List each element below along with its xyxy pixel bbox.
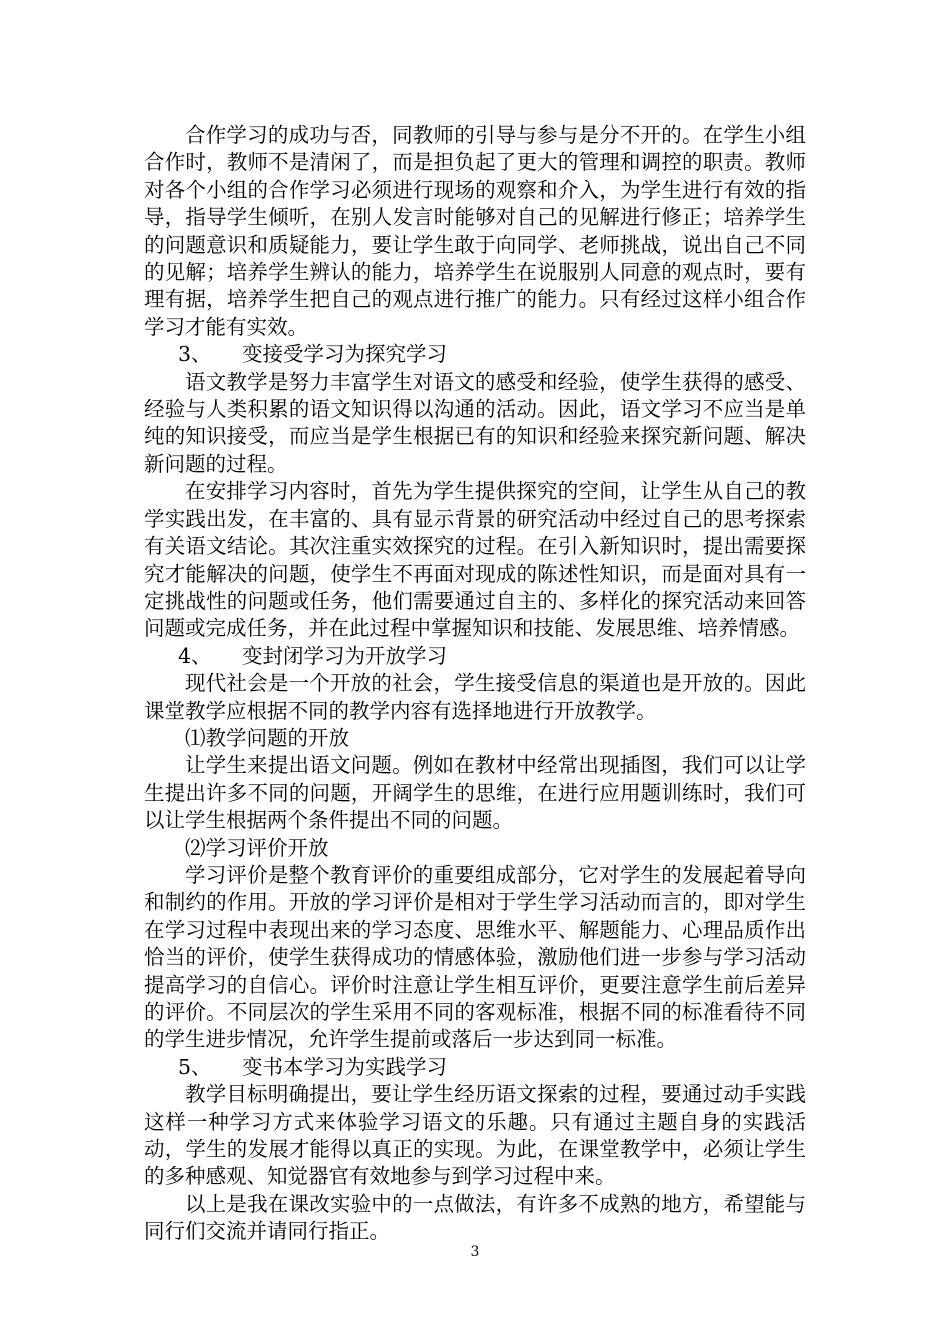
paragraph: 学习评价是整个教育评价的重要组成部分，它对学生的发展起着导向和制约的作用。开放的学习评价是相对于学生学习活动而言的，即对学生在学习过程中表现出来的学习态度、思维水平、解题能力、心理品质作出恰当的评价，使学生获得成功的情感体验，激励他们进一步参与学习活动提高学习的自信心。评价时注意让学生相互评价，更要注意学生前后差异的评价。不同层次的学生采用不同的客观标准，根据不同的标准看待不同的学生进步情况，允许学生提前或落后一步达到同一标准。 [144,862,806,1052]
section-title: 变接受学习为探究学习 [242,342,447,367]
paragraph: 语文教学是努力丰富学生对语文的感受和经验，使学生获得的感受、经验与人类积累的语文知识得以沟通的活动。因此，语文学习不应当是单纯的知识接受，而应当是学生根据已有的知识和经验来探究新问题、解决新问题的过程。 [144,369,806,476]
section-heading [144,341,806,368]
paragraph: 在安排学习内容时，首先为学生提供探究的空间，让学生从自己的教学实践出发，在丰富的、具有显示背景的研究活动中经过自己的思考探索有关语文结论。其次注重实效探究的过程。在引入新知识时，提出需要探究才能解决的问题，使学生不再面对现成的陈述性知识，而是面对具有一定挑战性的问题或任务，他们需要通过自主的、多样化的探究活动来回答问题或完成任务，并在此过程中掌握知识和技能、发展思维、培养情感。 [144,479,806,641]
section-title: 变书本学习为实践学习 [242,1054,447,1079]
paragraph: 现代社会是一个开放的社会，学生接受信息的渠道也是开放的。因此课堂教学应根据不同的教学内容有选择地进行开放教学。 [144,671,806,723]
document-body [144,122,806,1246]
paragraph: 合作学习的成功与否，同教师的引导与参与是分不开的。在学生小组合作时，教师不是清闲了，而是担负起了更大的管理和调控的职责。教师对各个小组的合作学习必须进行现场的观察和介入，为学生进行有效的指导，指导学生倾听，在别人发言时能够对自己的见解进行修正；培养学生的问题意识和质疑能力，要让学生敢于向同学、老师挑战，说出自己不同的见解；培养学生辨认的能力，培养学生在说服别人同意的观点时，要有理有据，培养学生把自己的观点进行推广的能力。只有经过这样小组合作学习才能有实效。 [144,123,806,339]
section-title: 变封闭学习为开放学习 [242,643,447,668]
section-number: 3、 [178,342,212,367]
paragraph: 让学生来提出语文问题。例如在教材中经常出现插图，我们可以让学生提出许多不同的问题，开阔学生的思维，在进行应用题训练时，我们可以让学生根据两个条件提出不同的问题。 [144,753,806,833]
section-number: 4、 [178,643,212,668]
paragraph: 以上是我在课改实验中的一点做法，有许多不成熟的地方，希望能与同行们交流并请同行指正。 [144,1191,806,1244]
section-heading [144,643,806,670]
paragraph: 教学目标明确提出，要让学生经历语文探索的过程，要通过动手实践这样一种学习方式来体验学习语文的乐趣。只有通过主题自身的实践活动，学生的发展才能得以真正的实现。为此，在课堂教学中，必须让学生的多种感观、知觉器官有效地参与到学习过程中来。 [144,1082,806,1189]
subsection-heading: ⑴教学问题的开放 [185,725,349,750]
page-number: 3 [470,1244,480,1260]
section-heading [144,1054,806,1081]
subsection-heading: ⑵学习评价开放 [185,835,329,860]
section-number: 5、 [178,1054,212,1079]
